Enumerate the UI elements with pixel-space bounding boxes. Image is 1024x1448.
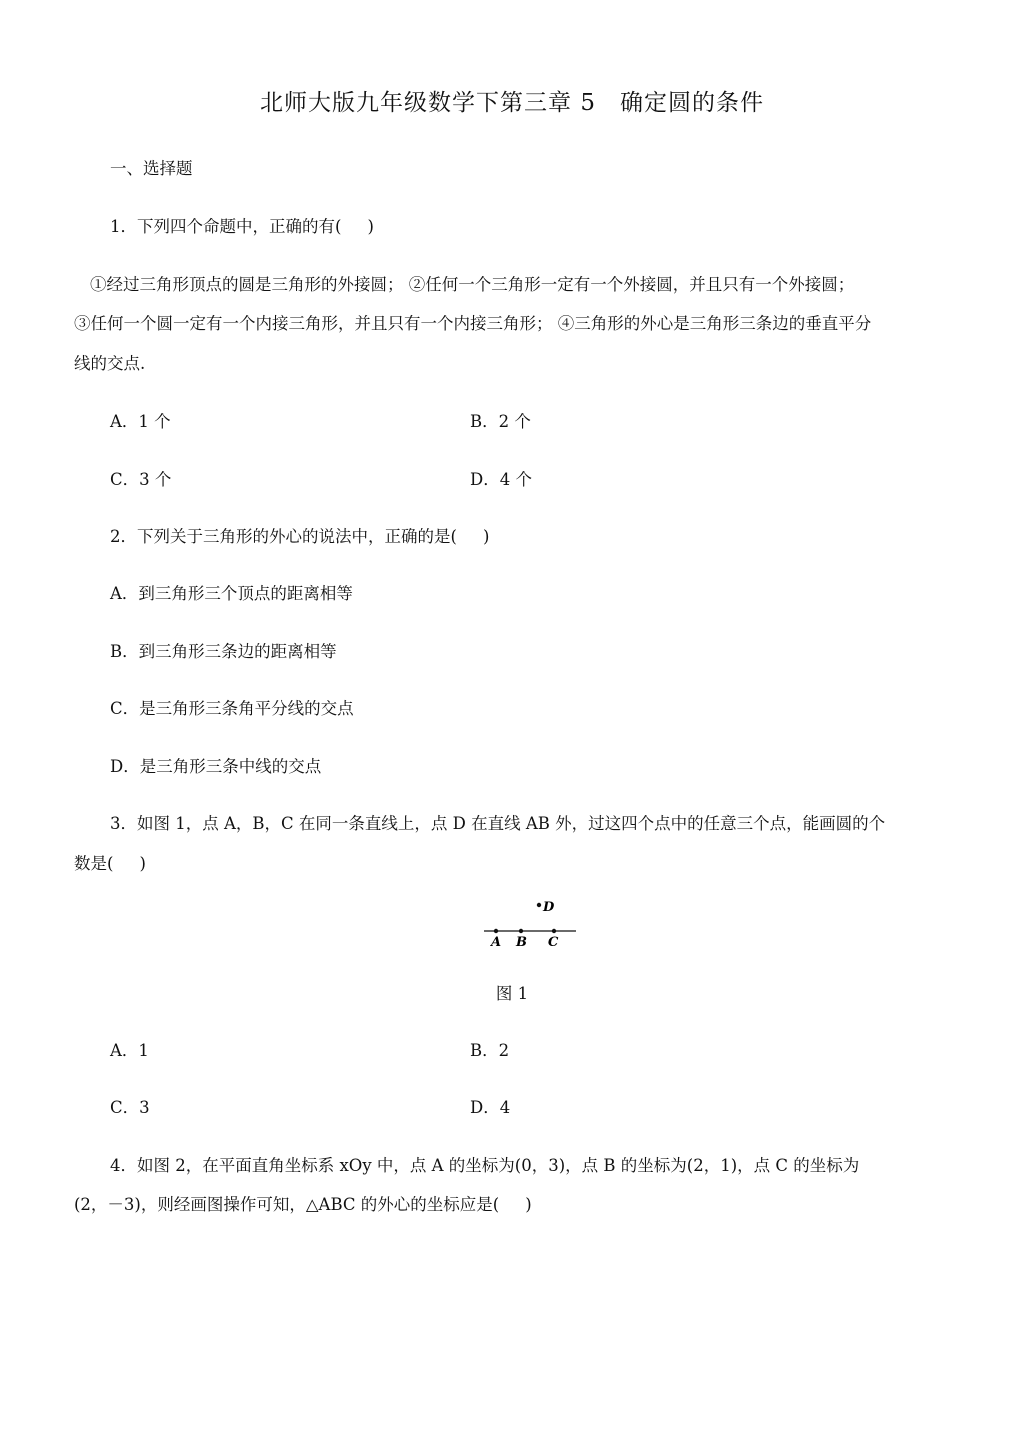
figure-1-caption: 图 1 bbox=[495, 984, 529, 1003]
question-1-stem bbox=[110, 213, 374, 237]
page-title: 北师大版九年级数学下第三章 5 确定圆的条件 bbox=[260, 90, 764, 116]
label-b: B bbox=[516, 935, 527, 950]
question-1-props-line-1: ①经过三角形顶点的圆是三角形的外接圆； ②任何一个三角形一定有一个外接圆，并且只有一个外接圆； bbox=[90, 275, 855, 294]
question-4-stem-line-1: 4．如图 2，在平面直角坐标系 xOy 中，点 A 的坐标为(0，3)，点 B 的坐标为(2，1)，点 C 的坐标为 bbox=[110, 1156, 860, 1175]
question-1-option-d: D．4 个 bbox=[470, 470, 532, 489]
question-4-text: (2，－3)，则经画图操作可知，△ABC 的外心的坐标应是( bbox=[74, 1195, 500, 1214]
question-3-option-d: D．4 bbox=[470, 1098, 511, 1117]
question-3-text: 数是( bbox=[74, 854, 114, 873]
question-3-option-b: B．2 bbox=[470, 1041, 510, 1060]
question-3-close: ) bbox=[139, 854, 146, 873]
point-d bbox=[537, 903, 541, 907]
question-1-option-b: B．2 个 bbox=[470, 412, 531, 431]
question-3-stem-line-2 bbox=[74, 850, 146, 874]
question-1-text: 1．下列四个命题中，正确的有( bbox=[110, 217, 342, 236]
question-2-text: 2．下列关于三角形的外心的说法中，正确的是( bbox=[110, 527, 457, 546]
question-1-option-a: A．1 个 bbox=[110, 412, 171, 431]
label-d: D bbox=[543, 900, 555, 915]
question-2-close: ) bbox=[482, 527, 490, 546]
question-3-option-c: C．3 bbox=[110, 1098, 150, 1117]
section-heading: 一、选择题 bbox=[110, 159, 193, 178]
figure-1-diagram bbox=[480, 893, 590, 953]
question-1-props-line-2: ③任何一个圆一定有一个内接三角形，并且只有一个内接三角形； ④三角形的外心是三角形三条边的垂直平分 bbox=[74, 314, 872, 333]
label-a: A bbox=[491, 935, 502, 950]
label-c: C bbox=[548, 935, 559, 950]
question-4-stem-line-2 bbox=[74, 1191, 532, 1215]
question-1-props-line-3: 线的交点. bbox=[74, 354, 146, 373]
point-a bbox=[494, 929, 498, 933]
question-2-option-a: A．到三角形三个顶点的距离相等 bbox=[110, 584, 353, 603]
question-2-option-b: B．到三角形三条边的距离相等 bbox=[110, 642, 337, 661]
question-2-option-c: C．是三角形三条角平分线的交点 bbox=[110, 699, 354, 718]
question-1-option-c: C．3 个 bbox=[110, 470, 172, 489]
question-3-option-a: A．1 bbox=[110, 1041, 149, 1060]
question-2-option-d: D．是三角形三条中线的交点 bbox=[110, 757, 322, 776]
question-2-stem bbox=[110, 523, 489, 547]
question-3-stem-line-1: 3．如图 1，点 A，B，C 在同一条直线上，点 D 在直线 AB 外，过这四个点中的任意三个点，能画圆的个 bbox=[110, 814, 886, 833]
question-4-close: ) bbox=[525, 1195, 532, 1214]
question-1-close: ) bbox=[367, 217, 374, 236]
point-c bbox=[552, 929, 556, 933]
point-b bbox=[519, 929, 523, 933]
